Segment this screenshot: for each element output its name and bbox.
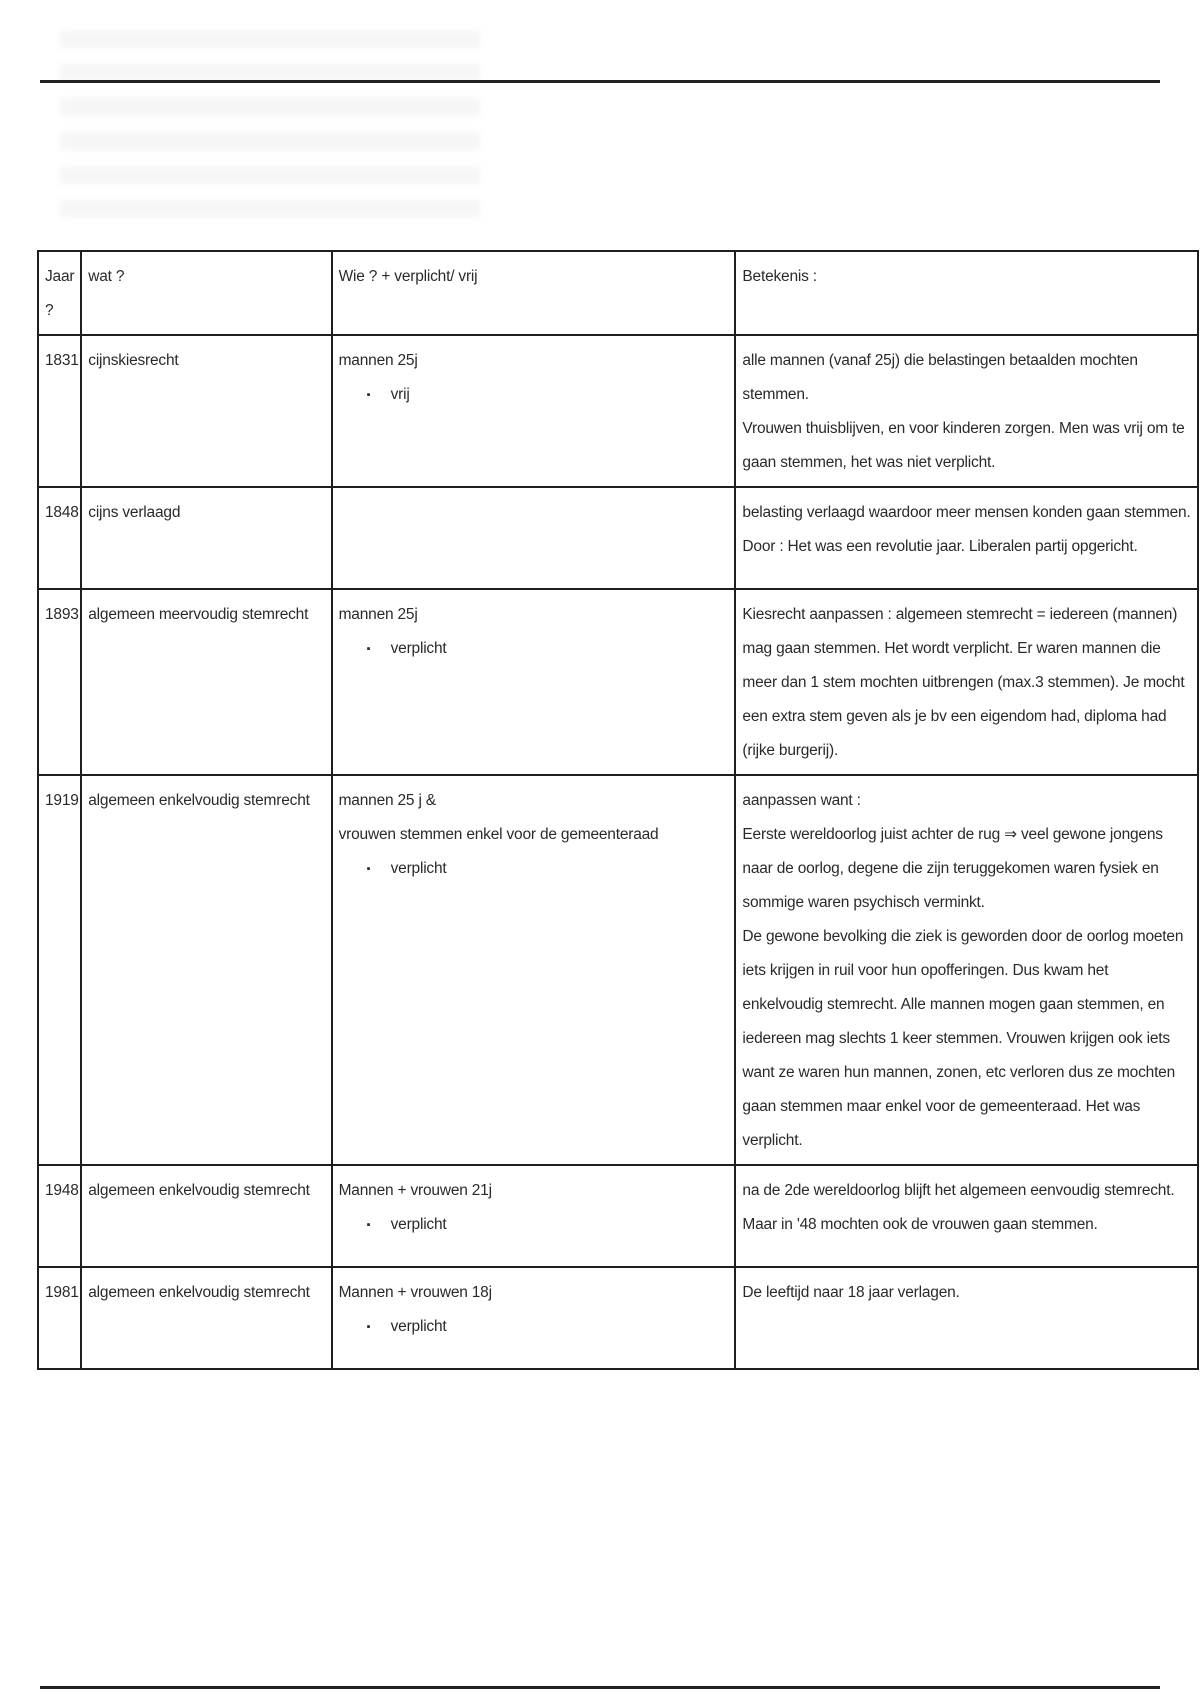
table-row [38, 1267, 1198, 1369]
wie-text: mannen 25j [338, 352, 418, 369]
betekenis-cell [735, 1165, 1198, 1267]
bullet-item [339, 632, 729, 666]
wie-cell [332, 775, 736, 1165]
betekenis-text: belasting verlaagd waardoor meer mensen konden gaan stemmen. Door : Het was een revolutie jaar. Liberalen partij opgericht. [742, 504, 1191, 555]
wat-cell: algemeen enkelvoudig stemrecht [81, 1165, 331, 1267]
wie-cell [332, 589, 736, 775]
faded-heading-area [60, 30, 480, 230]
header-year: Jaar ? [38, 251, 81, 335]
betekenis-text: na de 2de wereldoorlog blijft het algemeen eenvoudig stemrecht. Maar in '48 mochten ook de vrouwen gaan stemmen. [742, 1182, 1175, 1233]
betekenis-text: Kiesrecht aanpassen : algemeen stemrecht = iedereen (mannen) mag gaan stemmen. Het wordt verplicht. Er waren mannen die meer dan 1 stem mochten uitbrengen (max.3 stemmen). Je mocht een extra stem geven als je bv een eigendom had, diploma had (rijke burgerij). [742, 606, 1185, 759]
bullet-icon: ▪ [366, 1321, 371, 1333]
voting-rights-table [37, 250, 1199, 1370]
bullet-icon: ▪ [366, 389, 371, 401]
table-row [38, 1165, 1198, 1267]
betekenis-cell [735, 589, 1198, 775]
wat-cell: algemeen meervoudig stemrecht [81, 589, 331, 775]
wat-cell: algemeen enkelvoudig stemrecht [81, 1267, 331, 1369]
bullet-item [339, 378, 729, 412]
header-betekenis: Betekenis : [735, 251, 1198, 335]
bullet-text: verplicht [390, 640, 447, 658]
wie-cell [332, 1165, 736, 1267]
year-cell: 1848 [38, 487, 81, 589]
bullet-item [339, 1310, 729, 1344]
wie-text: Mannen + vrouwen 18j [338, 1284, 492, 1301]
bullet-icon: ▪ [366, 643, 371, 655]
bullet-text: vrij [390, 386, 410, 404]
betekenis-text: alle mannen (vanaf 25j) die belastingen betaalden mochten stemmen. Vrouwen thuisblijven, en voor kinderen zorgen. Men was vrij om te gaan stemmen, het was niet verplicht. [742, 352, 1185, 471]
wie-cell [332, 487, 736, 589]
wat-cell: algemeen enkelvoudig stemrecht [81, 775, 331, 1165]
betekenis-cell [735, 335, 1198, 487]
bullet-item [339, 852, 729, 886]
wat-cell: cijnskiesrecht [81, 335, 331, 487]
top-rule [40, 80, 1160, 83]
header-wie: Wie ? + verplicht/ vrij [332, 251, 736, 335]
table-header-row [38, 251, 1198, 335]
year-cell: 1919 [38, 775, 81, 1165]
wie-cell [332, 335, 736, 487]
wat-cell: cijns verlaagd [81, 487, 331, 589]
bullet-text: verplicht [390, 860, 447, 878]
wie-cell [332, 1267, 736, 1369]
betekenis-cell [735, 775, 1198, 1165]
betekenis-cell [735, 487, 1198, 589]
wie-text: mannen 25j [338, 606, 418, 623]
bullet-text: verplicht [390, 1216, 447, 1234]
wie-text: Mannen + vrouwen 21j [338, 1182, 492, 1199]
bullet-text: verplicht [390, 1318, 447, 1336]
year-cell: 1948 [38, 1165, 81, 1267]
betekenis-text: aanpassen want : Eerste wereldoorlog juist achter de rug ⇒ veel gewone jongens naar de oorlog, degene die zijn teruggekomen waren fysiek en sommige waren psychisch verminkt. De gewone bevolking die ziek is geworden door de oorlog moeten iets krijgen in ruil voor hun opofferingen. Dus kwam het enkelvoudig stemrecht. Alle mannen mogen gaan stemmen, en iedereen mag slechts 1 keer stemmen. Vrouwen krijgen ook iets want ze waren hun mannen, zonen, etc verloren dus ze mochten gaan stemmen maar enkel voor de gemeenteraad. Het was verplicht. [742, 792, 1184, 1149]
betekenis-text: De leeftijd naar 18 jaar verlagen. [742, 1284, 960, 1301]
year-cell: 1981 [38, 1267, 81, 1369]
table-row [38, 335, 1198, 487]
table-row [38, 589, 1198, 775]
table-row [38, 487, 1198, 589]
wie-text: mannen 25 j & vrouwen stemmen enkel voor de gemeenteraad [338, 792, 659, 843]
header-wat: wat ? [81, 251, 331, 335]
bullet-icon: ▪ [366, 863, 371, 875]
table-row [38, 775, 1198, 1165]
bullet-icon: ▪ [366, 1219, 371, 1231]
year-cell: 1831 [38, 335, 81, 487]
betekenis-cell [735, 1267, 1198, 1369]
bottom-rule [40, 1686, 1160, 1689]
year-cell: 1893 [38, 589, 81, 775]
bullet-item [339, 1208, 729, 1242]
